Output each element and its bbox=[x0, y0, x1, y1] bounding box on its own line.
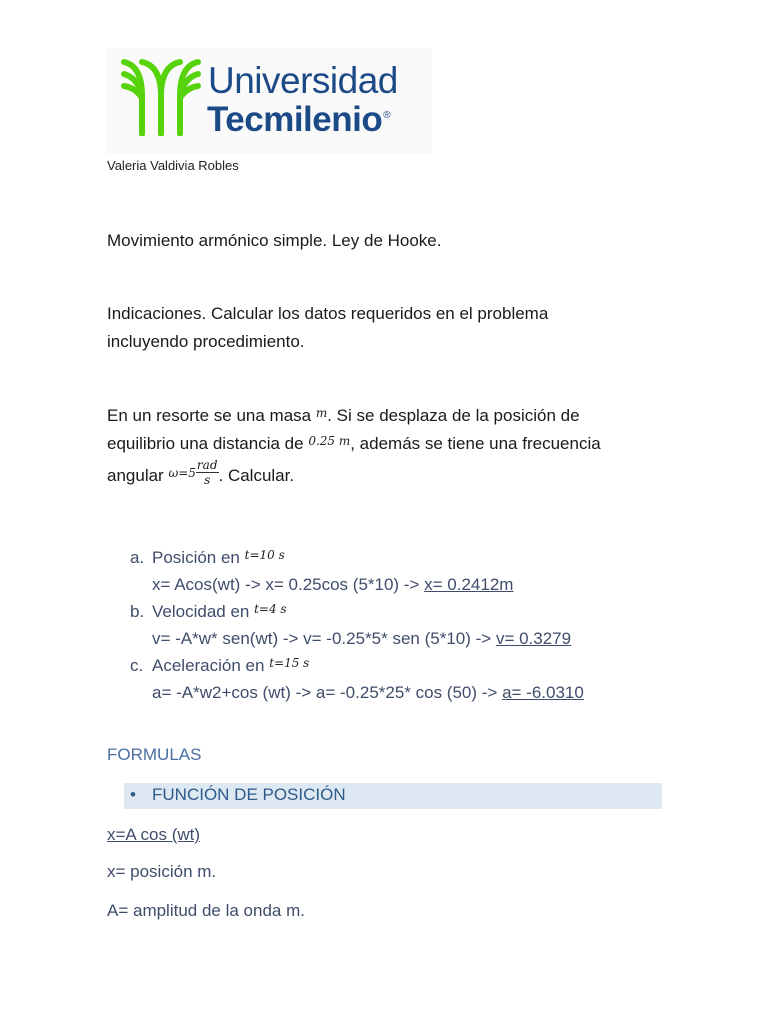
item-a-calculation: x= Acos(wt) -> x= 0.25cos (5*10) -> x= 0.2412m bbox=[152, 575, 514, 594]
tecmilenio-leaf-icon bbox=[120, 56, 202, 136]
item-c-heading: c. Aceleración en $^{t=15 s}$ bbox=[130, 656, 310, 675]
author-name: Valeria Valdivia Robles bbox=[107, 158, 239, 173]
registered-mark: ® bbox=[383, 110, 391, 122]
definition-x: x= posición m. bbox=[107, 862, 217, 881]
item-b-condition: t=4 s bbox=[254, 602, 287, 616]
problem-line-3: angular $^{\omega=5}$ $\frac{\text{rad}}{s}$ . Calcular. bbox=[107, 458, 295, 488]
bullet-function-position: • FUNCIÓN DE POSICIÓN bbox=[130, 785, 346, 804]
item-a-heading: a. Posición en $^{t=10 s}$ bbox=[130, 548, 285, 567]
bullet-icon: • bbox=[130, 785, 136, 804]
distance-value: 0.25 m bbox=[308, 434, 351, 448]
instructions-line-2: incluyendo procedimiento. bbox=[107, 332, 305, 351]
rad-per-s-fraction: $\frac{\text{rad}}{s}$ bbox=[196, 458, 218, 488]
university-logo bbox=[106, 48, 432, 154]
item-b-result: v= 0.3279 bbox=[495, 629, 572, 648]
item-c-calculation: a= -A*w2+cos (wt) -> a= -0.25*25* cos (50) -> a= -6.0310 bbox=[152, 683, 584, 702]
omega-value: ω=5 bbox=[168, 466, 196, 480]
position-equation: x=A cos (wt) bbox=[107, 825, 201, 844]
item-b-heading: b. Velocidad en $^{t=4 s}$ bbox=[130, 602, 287, 621]
formulas-heading: FORMULAS bbox=[107, 745, 202, 764]
item-b-calculation: v= -A*w* sen(wt) -> v= -0.25*5* sen (5*10) -> v= 0.3279 bbox=[152, 629, 572, 648]
problem-line-1: En un resorte se una masa $^m$. Si se desplaza de la posición de bbox=[107, 406, 580, 425]
definition-a: A= amplitud de la onda m. bbox=[107, 901, 305, 920]
mass-symbol: m bbox=[315, 406, 328, 420]
item-a-condition: t=10 s bbox=[244, 548, 285, 562]
logo-text-tecmilenio: Tecmilenio® bbox=[207, 100, 391, 139]
item-a-result: x= 0.2412m bbox=[424, 575, 514, 594]
document-title: Movimiento armónico simple. Ley de Hooke. bbox=[107, 231, 442, 250]
problem-line-2: equilibrio una distancia de $^{0.25 m}$, además se tiene una frecuencia bbox=[107, 434, 601, 453]
logo-text-universidad: Universidad bbox=[208, 60, 398, 101]
instructions-line-1: Indicaciones. Calcular los datos requeridos en el problema bbox=[107, 304, 549, 323]
item-c-result: a= -6.0310 bbox=[502, 683, 584, 702]
item-c-condition: t=15 s bbox=[269, 656, 310, 670]
